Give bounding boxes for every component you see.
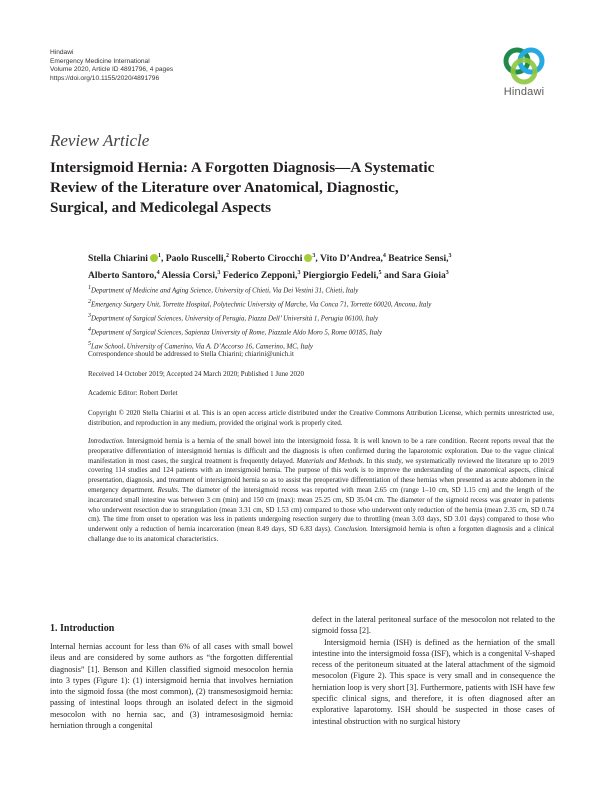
affiliation (88, 283, 431, 297)
author-name[interactable]: Stella Chiarini (88, 253, 148, 265)
abstract-label-results: Results. (157, 485, 180, 494)
doi-link[interactable]: https://doi.org/10.1155/2020/4891796 (50, 74, 160, 82)
author-name[interactable]: Paolo Ruscelli, (165, 253, 226, 265)
affiliation-sup: 3 (88, 312, 91, 319)
author-affil-sup: 5 (378, 270, 382, 277)
affiliation (88, 325, 431, 339)
author-affil-sup: 4 (382, 253, 386, 259)
affiliation (88, 311, 431, 325)
hindawi-logo (497, 45, 551, 98)
affiliation-text: Emergency Surgery Unit, Torrette Hospital, Polytechnic University of Marche, Via Conca 71, Torrette 60020, Ancona, Italy (91, 301, 432, 309)
body-paragraph: defect in the lateral peritoneal surface of the mesocolon not related to the sigmoid fossa [2]. (312, 615, 555, 636)
author-affil-sup: 3 (448, 253, 452, 259)
author-affil-sup: 1 (157, 253, 161, 259)
affiliation-text: Department of Surgical Sciences, Sapienza University of Rome, Piazzale Aldo Moro 5, Rome 00185, Italy (91, 328, 383, 336)
affiliation (88, 297, 431, 311)
publication-dates: Received 14 October 2019; Accepted 24 March 2020; Published 1 June 2020 (88, 370, 304, 378)
author-name[interactable]: Vito D’Andrea, (320, 253, 383, 265)
author-name[interactable]: Alberto Santoro, (88, 270, 157, 282)
author-name[interactable]: Beatrice Sensi, (388, 253, 449, 265)
author-line: Stella Chiarini $^1$, Paolo Ruscelli,$^2$ Roberto Cirocchi $^3$, Vito D’Andrea,$^4$ Beatrice Sensi,$^3$ (88, 253, 452, 265)
affiliation-sup: 5 (88, 340, 91, 347)
body-column-right (312, 614, 555, 727)
body-paragraph: Internal hernias account for less than 6% of all cases with small bowel ileus and are considered by some authors as “the forgotten differential diagnosis” [1]. Benson and Killen classified sigmoid mesocolon hernia into 3 types (Figure 1): (1) intersigmoid hernia that involves herniation into the sigmoid fossa (the most common), (2) transmesosigmoid hernia: passing of intestinal loops through an isolated defect in the sigmoid mesocolon with no hernia sac, and (3) intramesosigmoid hernia: herniation through a congenital (50, 642, 293, 731)
abstract-label-introduction: Introduction. (88, 437, 125, 445)
title-line: Surgical, and Medicolegal Aspects (50, 199, 272, 216)
body-column-left (50, 641, 293, 731)
journal-info (50, 49, 173, 83)
article-type: Review Article (50, 131, 150, 150)
correspondence: Correspondence should be addressed to Stella Chiarini; chiarini@unich.it (88, 350, 294, 358)
hindawi-logo-icon (501, 45, 547, 85)
affiliation-list (88, 283, 431, 352)
author-affil-sup: 3 (217, 270, 221, 277)
affiliation-text: Law School, University of Camerino, Via A. D’Accorso 16, Camerino, MC, Italy (91, 342, 313, 350)
author-affil-sup: 4 (156, 270, 160, 277)
logo-text: Hindawi (503, 86, 545, 98)
publisher-name: Hindawi (50, 49, 74, 56)
author-affil-sup: 3 (297, 270, 301, 277)
affiliation-sup: 2 (88, 298, 91, 305)
author-name[interactable]: Federico Zepponi, (222, 270, 298, 282)
section-heading: 1. Introduction (50, 623, 115, 634)
abstract-text: Intersigmoid hernia is a hernia of the small bowel into the intersigmoid fossa. It is well known to be a rare condition. Recent reports reveal that the preoperative differentiation of intersigmoid hernias is difficult and the diagnosis is often confirmed during the laparotomic exploration. Due to the vague clinical manifestation in most cases, the surgical treatment is frequently delayed. (88, 437, 554, 465)
author-list (88, 249, 558, 283)
author-affil-sup: 3 (445, 270, 449, 277)
academic-editor: Academic Editor: Robert Derlet (88, 389, 178, 397)
author-affil-sup: 2 (226, 253, 229, 259)
author-name[interactable]: Alessia Corsi, (161, 270, 218, 282)
abstract-text: In this study, we systematically reviewed the literature up to 2019 covering 114 studies and 124 patients with an intersigmoid hernia. The purpose of this work is to improve the understanding of the anatomical aspects, clinical presentation, diagnosis, and treatment of intersigmoid hernia so as to assist the preoperative differentiation of these hernias when presented as acute abdomen in the emergency department. (88, 456, 555, 494)
volume-info: Volume 2020, Article ID 4891796, 4 pages (50, 66, 174, 74)
orcid-icon[interactable] (150, 254, 158, 262)
affiliation-text: Department of Medicine and Aging Science, University of Chieti, Via Dei Vestini 31, Chieti, Italy (91, 287, 359, 295)
title-line: Review of the Literature over Anatomical, Diagnostic, (50, 179, 399, 196)
abstract-text: The diameter of the intersigmoid recess was reported with mean 2.65 cm (range 1–10 cm, SD 1.15 cm) and the length of the incarcerated small intestine was between 3 cm (min) and 150 cm (max): mean 25.25 cm, SD 35.04 cm. The diameter of the sigmoid recess was greater in patients who underwent resection due to strangulation (mean 3.31 cm, SD 1.53 cm) compared to those who underwent only reduction of the hernia (mean 2.35 cm, SD 0.74 cm). The time from onset to operation was less in patients undergoing resection surgery due to throttling (mean 3.03 days, SD 3.01 days) compared to those who underwent only a reduction of hernia incarceration (mean 8.49 days, SD 6.83 days). (88, 485, 554, 534)
abstract-label-methods: Materials and Methods. (296, 456, 365, 465)
article-title (50, 158, 550, 218)
author-name[interactable]: Piergiorgio Fedeli, (302, 270, 379, 282)
author-line (88, 266, 558, 283)
affiliation-text: Department of Surgical Sciences, University of Perugia, Piazza Dell’ Università 1, Perugia 06100, Italy (91, 315, 378, 323)
title-line: Intersigmoid Hernia: A Forgotten Diagnosis—A Systematic (50, 159, 435, 176)
author-name[interactable]: Roberto Cirocchi (231, 253, 303, 265)
affiliation-sup: 4 (88, 326, 91, 333)
author-name[interactable]: and Sara Gioia (383, 270, 446, 282)
body-paragraph: Intersigmoid hernia (ISH) is defined as the herniation of the small intestine into the intersigmoid fossa (ISF), which is a congenital V-shaped recess of the peritoneum situated at the lateral attachment of the sigmoid mesocolon (Figure 2). This space is very small and in consequence the herniation loop is very short [3]. Furthermore, patients with ISH have few specific clinical signs, and therefore, it is often diagnosed after an explorative laparotomy. ISH should be suspected in those cases of intestinal obstruction with no surgical history (312, 637, 555, 726)
abstract-label-conclusion: Conclusion. (334, 525, 368, 534)
abstract (88, 437, 554, 545)
journal-name: Emergency Medicine International (50, 57, 150, 65)
abstract-text: Intersigmoid hernia is often a forgotten diagnosis and a clinical challange due to its anatomical characteristics. (88, 525, 554, 543)
affiliation-sup: 1 (88, 285, 91, 291)
author-affil-sup: 3 (312, 253, 316, 259)
copyright-notice: Copyright © 2020 Stella Chiarini et al. This is an open access article distributed under the Creative Commons Attribution License, which permits unrestricted use, distribution, and reproduction in any medium, provided the original work is properly cited. (88, 409, 554, 427)
